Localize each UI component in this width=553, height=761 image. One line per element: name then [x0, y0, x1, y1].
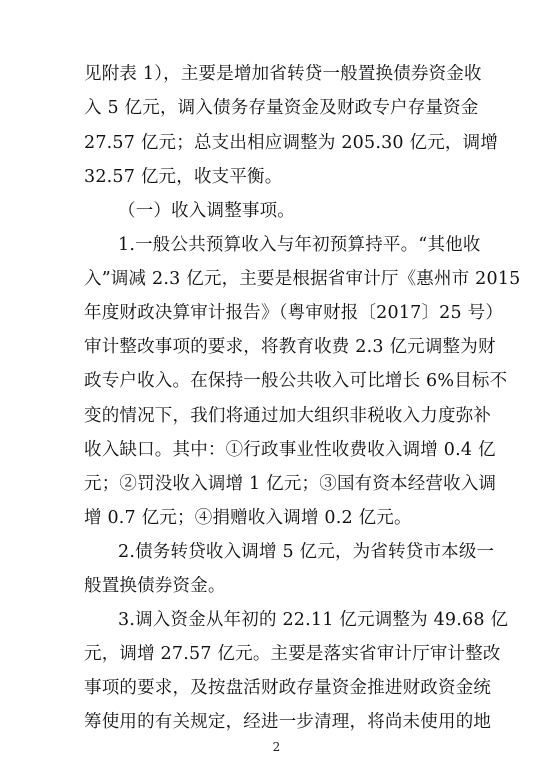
body-text-line: 元，调增 27.57 亿元。主要是落实省审计厅审计整改: [84, 644, 501, 664]
body-text-line: 增 0.7 亿元；④捐赠收入调增 0.2 亿元。: [84, 508, 412, 528]
body-text-line: 般置换债券资金。: [84, 576, 226, 596]
body-text-line: 见附表 1），主要是增加省转贷一般置换债券资金收: [84, 64, 482, 84]
page-number: 2: [272, 740, 281, 754]
body-text-line: 审计整改事项的要求，将教育收费 2.3 亿元调整为财: [84, 337, 496, 357]
section-heading: （一）收入调整事项。: [118, 201, 295, 221]
body-text-line: 32.57 亿元，收支平衡。: [84, 167, 283, 187]
body-text-line: 变的情况下，我们将通过加大组织非税收入力度弥补: [84, 406, 492, 426]
body-text-line: 入 5 亿元，调入债务存量资金及财政专户存量资金: [84, 98, 479, 118]
body-text-line: 入”调减 2.3 亿元，主要是根据省审计厅《惠州市 2015: [84, 269, 521, 289]
body-text-line: 年度财政决算审计报告》（粤审财报〔2017〕25 号）: [84, 303, 504, 323]
body-text-line: 27.57 亿元；总支出相应调整为 205.30 亿元，调增: [84, 133, 499, 153]
body-text-line: 事项的要求，及按盘活财政存量资金推进财政资金统: [84, 678, 492, 698]
body-text-line: 元；②罚没收入调增 1 亿元；③国有资本经营收入调: [84, 474, 497, 494]
body-text-line: 3.调入资金从年初的 22.11 亿元调整为 49.68 亿: [118, 610, 509, 630]
body-text-line: 政专户收入。在保持一般公共收入可比增长 6%目标不: [84, 371, 508, 391]
body-text-line: 收入缺口。其中：①行政事业性收费收入调增 0.4 亿: [84, 440, 496, 460]
body-text-line: 1.一般公共预算收入与年初预算持平。“其他收: [118, 235, 481, 255]
body-text-line: 筹使用的有关规定，经进一步清理，将尚未使用的地: [84, 712, 492, 732]
body-text-line: 2.债务转贷收入调增 5 亿元，为省转贷市本级一: [118, 542, 495, 562]
